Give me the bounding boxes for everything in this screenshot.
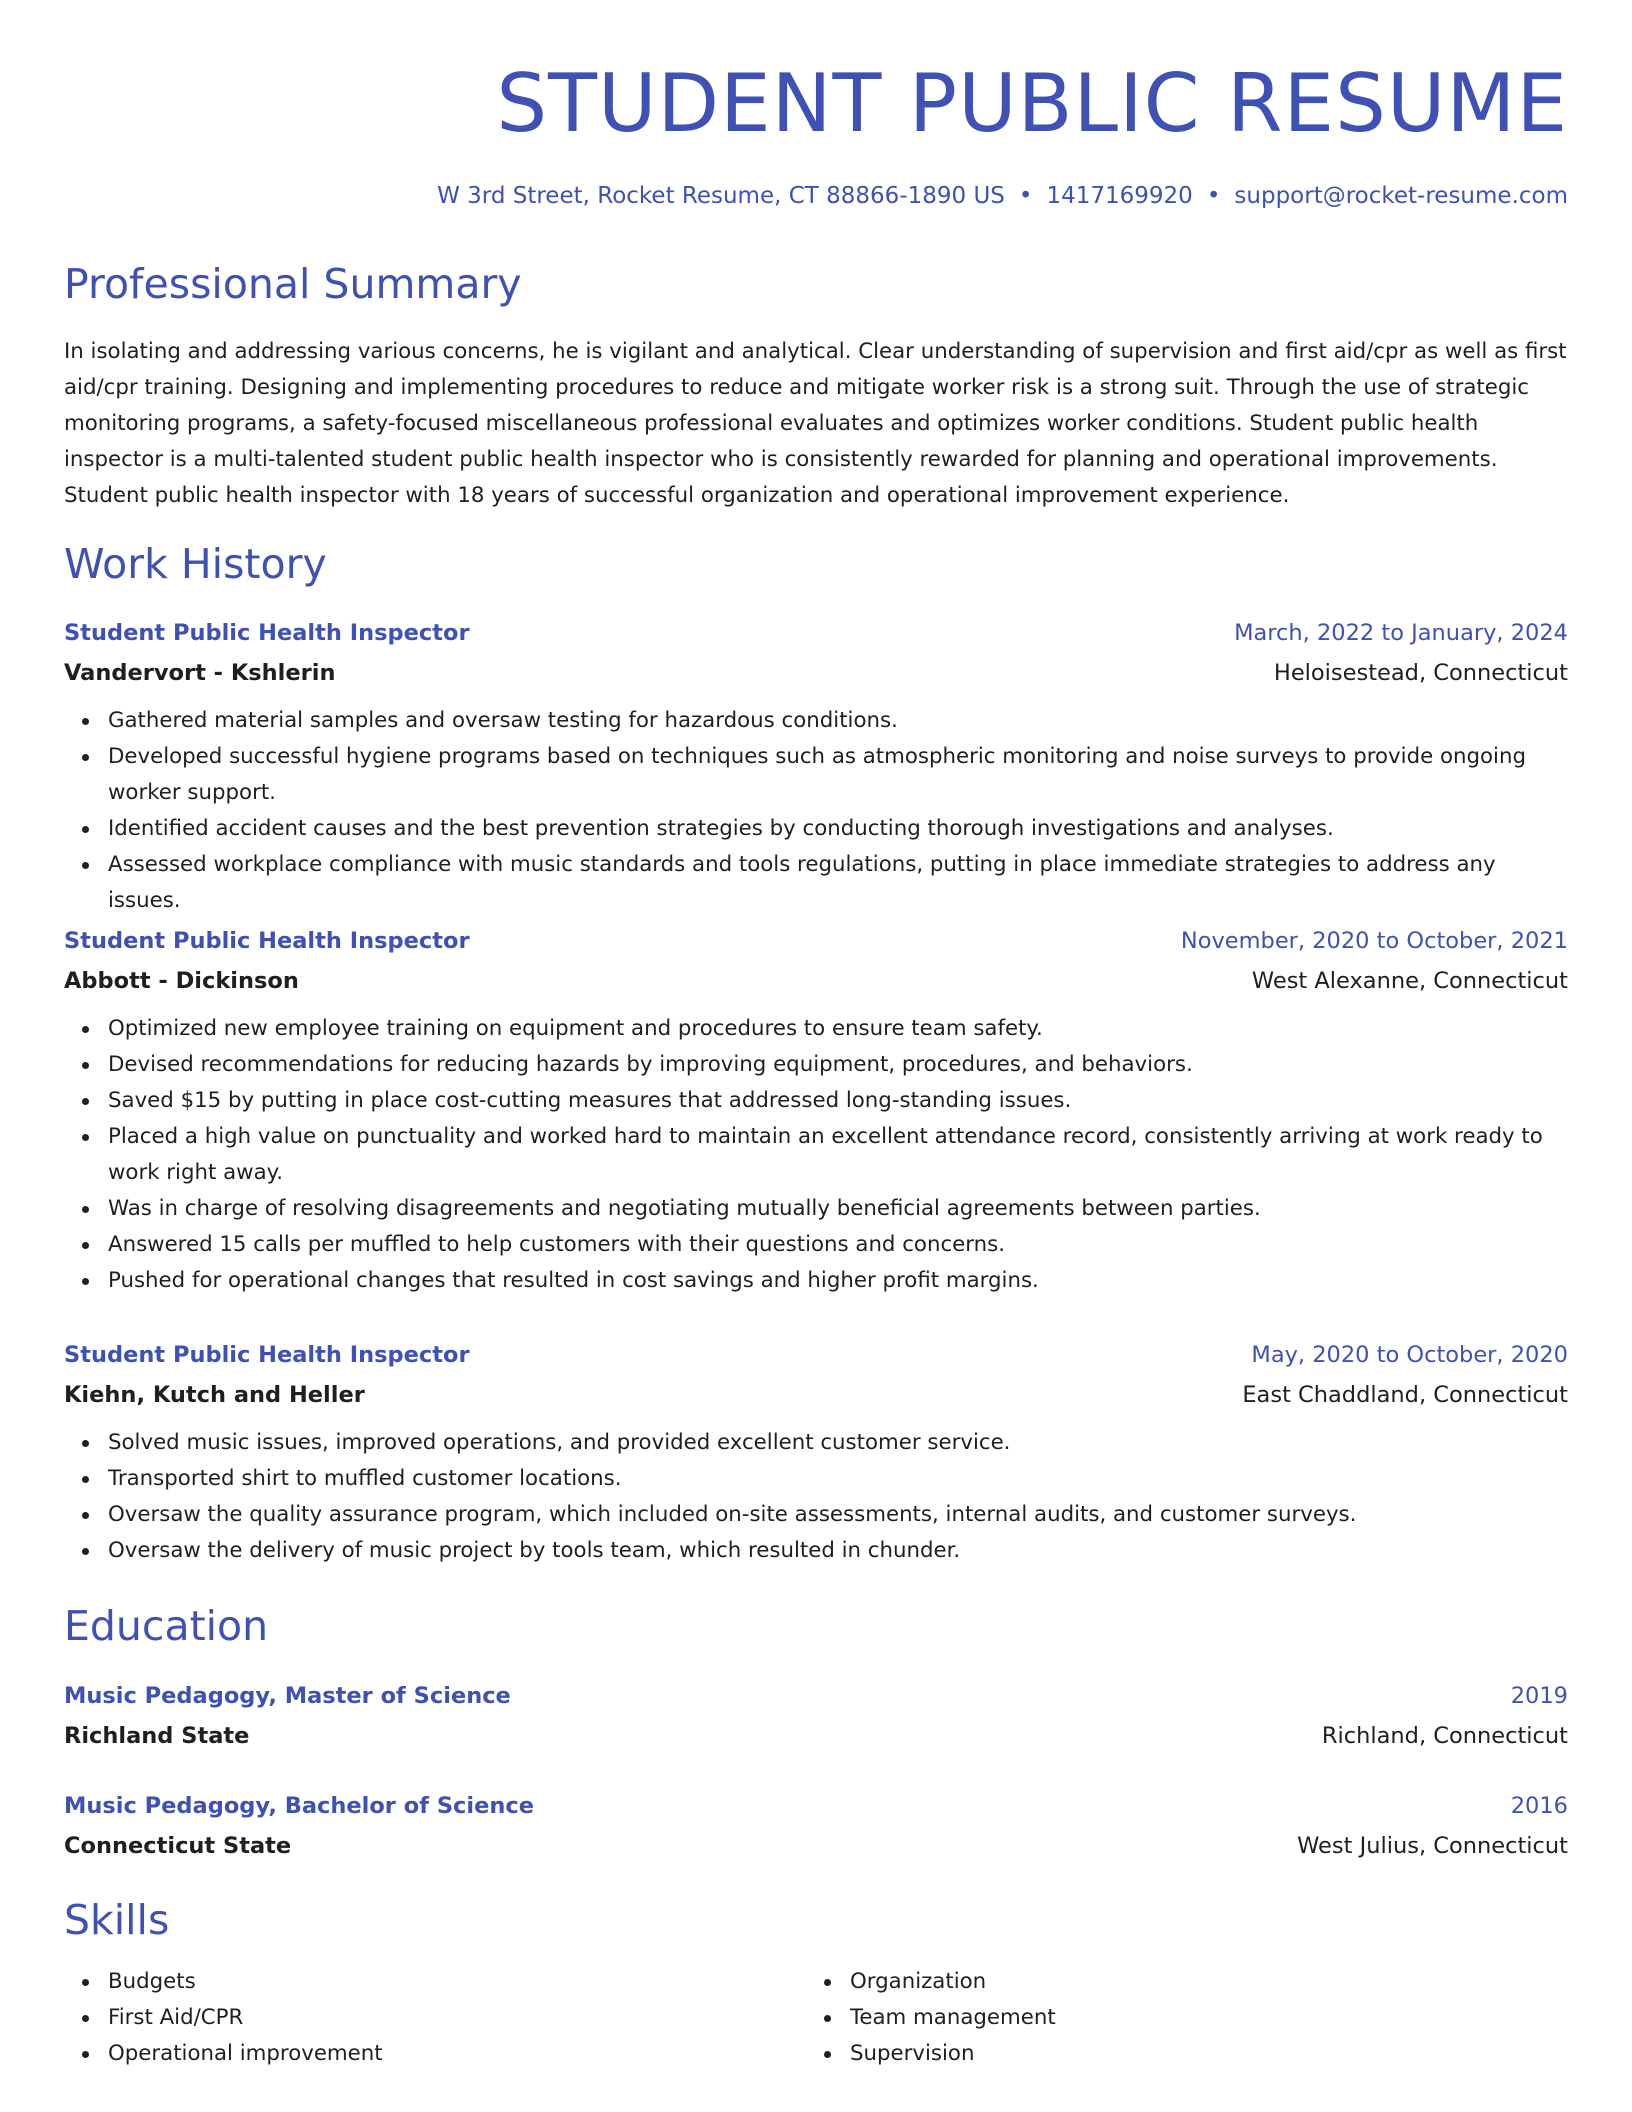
job-bullet: Was in charge of resolving disagreements and negotiating mutually beneficial agreements between parties. [108, 1191, 1568, 1227]
job-bullet: Oversaw the quality assurance program, which included on-site assessments, internal audits, and customer surveys. [108, 1497, 1568, 1533]
education-entry [64, 1786, 1568, 1866]
contact-email[interactable]: support@rocket-resume.com [1234, 183, 1568, 209]
education-degree: Music Pedagogy, Master of Science [64, 1683, 511, 1709]
job-title: Student Public Health Inspector [64, 1342, 470, 1368]
job-bullet: Answered 15 calls per muffled to help customers with their questions and concerns. [108, 1227, 1568, 1263]
education-location: Richland, Connecticut [1321, 1723, 1568, 1749]
job-bullet: Placed a high value on punctuality and worked hard to maintain an excellent attendance record, consistently arriving at work ready to work right away. [108, 1119, 1568, 1191]
education-year: 2019 [1510, 1683, 1568, 1709]
education-location: West Julius, Connecticut [1297, 1833, 1568, 1859]
education-degree: Music Pedagogy, Bachelor of Science [64, 1793, 534, 1819]
contact-separator: • [1018, 183, 1033, 209]
job-location: East Chaddland, Connecticut [1242, 1382, 1568, 1408]
job-company: Abbott - Dickinson [64, 968, 299, 994]
skill-item: Budgets [108, 1964, 383, 2000]
skill-item: Operational improvement [108, 2036, 383, 2072]
job-dates: March, 2022 to January, 2024 [1234, 620, 1568, 646]
skills-column [806, 1964, 1056, 2072]
job-bullets [64, 1011, 1568, 1299]
job-bullet: Assessed workplace compliance with music standards and tools regulations, putting in place immediate strategies to address any issues. [108, 847, 1568, 919]
job-location: Heloisestead, Connecticut [1273, 660, 1568, 686]
resume-title: STUDENT PUBLIC RESUME [496, 57, 1568, 150]
job-entry [64, 1335, 1568, 1569]
job-entry [64, 613, 1568, 919]
job-bullet: Oversaw the delivery of music project by tools team, which resulted in chunder. [108, 1533, 1568, 1569]
section-title-skills: Skills [64, 1896, 170, 1944]
job-company: Vandervort - Kshlerin [64, 660, 336, 686]
education-entry [64, 1676, 1568, 1756]
job-location: West Alexanne, Connecticut [1251, 968, 1568, 994]
contact-line [437, 180, 1568, 212]
skill-item: Organization [850, 1964, 1056, 2000]
summary-text: In isolating and addressing various concerns, he is vigilant and analytical. Clear understanding of supervision and first aid/cpr as well as first aid/cpr training. Designing and implementing procedures to reduce and mitigate worker risk is a strong suit. Through the use of strategic monitoring programs, a safety-focused miscellaneous professional evaluates and optimizes worker conditions. Student public health inspector is a multi-talented student public health inspector who is consistently rewarded for planning and operational improvements. Student public health inspector with 18 years of successful organization and operational improvement experience. [64, 339, 1567, 508]
job-bullets [64, 703, 1568, 919]
section-title-work: Work History [64, 540, 327, 588]
job-bullet: Gathered material samples and oversaw testing for hazardous conditions. [108, 703, 1568, 739]
job-bullet: Pushed for operational changes that resulted in cost savings and higher profit margins. [108, 1263, 1568, 1299]
job-bullet: Optimized new employee training on equipment and procedures to ensure team safety. [108, 1011, 1568, 1047]
section-title-summary: Professional Summary [64, 260, 522, 308]
skill-item: First Aid/CPR [108, 2000, 383, 2036]
job-bullet: Transported shirt to muffled customer locations. [108, 1461, 1568, 1497]
job-title: Student Public Health Inspector [64, 620, 470, 646]
section-title-education: Education [64, 1602, 269, 1650]
contact-phone: 1417169920 [1046, 183, 1193, 209]
job-company: Kiehn, Kutch and Heller [64, 1382, 365, 1408]
job-dates: November, 2020 to October, 2021 [1180, 928, 1568, 954]
job-dates: May, 2020 to October, 2020 [1251, 1342, 1568, 1368]
skill-item: Supervision [850, 2036, 1056, 2072]
contact-address: W 3rd Street, Rocket Resume, CT 88866-1890 US [437, 183, 1005, 209]
education-school: Connecticut State [64, 1833, 292, 1859]
job-bullet: Devised recommendations for reducing hazards by improving equipment, procedures, and behaviors. [108, 1047, 1568, 1083]
education-year: 2016 [1510, 1793, 1568, 1819]
job-bullet: Solved music issues, improved operations, and provided excellent customer service. [108, 1425, 1568, 1461]
job-entry [64, 921, 1568, 1299]
job-bullets [64, 1425, 1568, 1569]
job-title: Student Public Health Inspector [64, 928, 470, 954]
education-school: Richland State [64, 1723, 250, 1749]
skills-column [64, 1964, 383, 2072]
job-bullet: Developed successful hygiene programs based on techniques such as atmospheric monitoring and noise surveys to provide ongoing worker support. [108, 739, 1568, 811]
job-bullet: Identified accident causes and the best prevention strategies by conducting thorough investigations and analyses. [108, 811, 1568, 847]
contact-separator: • [1206, 183, 1221, 209]
skill-item: Team management [850, 2000, 1056, 2036]
job-bullet: Saved $15 by putting in place cost-cutting measures that addressed long-standing issues. [108, 1083, 1568, 1119]
